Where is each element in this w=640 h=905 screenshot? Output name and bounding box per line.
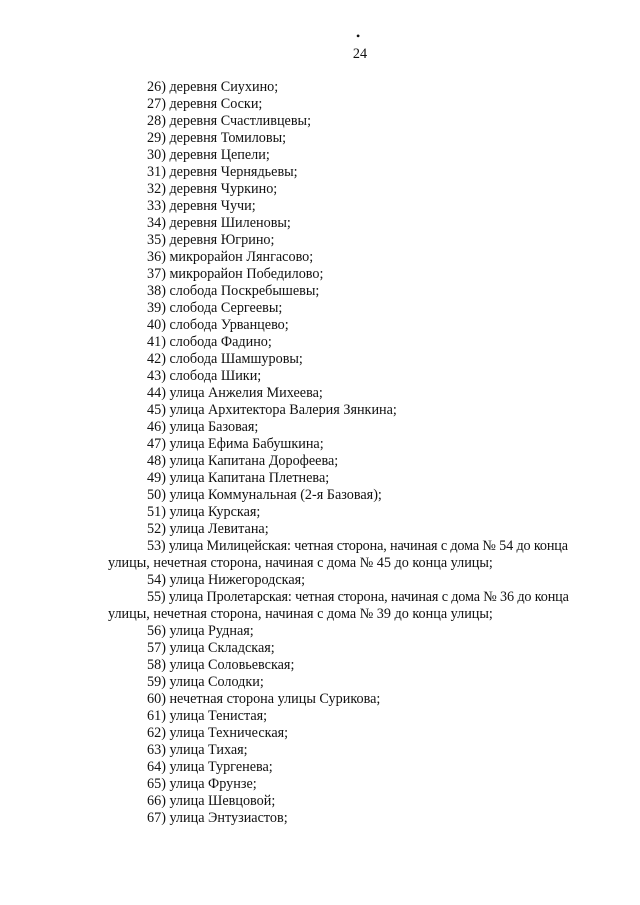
list-line: 26) деревня Сиухино; <box>147 79 279 95</box>
list-line: улицы, нечетная сторона, начиная с дома № 45 до конца улицы; <box>108 555 493 571</box>
list-line: 37) микрорайон Победилово; <box>147 266 324 282</box>
list-line: 36) микрорайон Лянгасово; <box>147 249 314 265</box>
list-line: 52) улица Левитана; <box>147 521 269 537</box>
list-line: 29) деревня Томиловы; <box>147 130 287 146</box>
list-line: 38) слобода Поскребышевы; <box>147 283 320 299</box>
list-line: 64) улица Тургенева; <box>147 759 273 775</box>
list-line: 40) слобода Урванцево; <box>147 317 289 333</box>
list-line: 46) улица Базовая; <box>147 419 259 435</box>
list-line: 28) деревня Счастливцевы; <box>147 113 312 129</box>
list-line: 57) улица Складская; <box>147 640 275 656</box>
list-line: 48) улица Капитана Дорофеева; <box>147 453 339 469</box>
list-line: 41) слобода Фадино; <box>147 334 272 350</box>
list-line: 31) деревня Чернядьевы; <box>147 164 298 180</box>
page-number: 24 <box>352 46 368 62</box>
list-line: 55) улица Пролетарская: четная сторона, начиная с дома № 36 до конца <box>147 589 569 605</box>
mark-dot: • <box>356 29 361 43</box>
list-line: 65) улица Фрунзе; <box>147 776 257 792</box>
list-line: 58) улица Соловьевская; <box>147 657 295 673</box>
list-line: 35) деревня Югрино; <box>147 232 275 248</box>
list-line: 61) улица Тенистая; <box>147 708 268 724</box>
list-line: 30) деревня Цепели; <box>147 147 270 163</box>
list-line: 53) улица Милицейская: четная сторона, начиная с дома № 54 до конца <box>147 538 568 554</box>
list-line: 47) улица Ефима Бабушкина; <box>147 436 324 452</box>
list-line: 67) улица Энтузиастов; <box>147 810 288 826</box>
list-line: 33) деревня Чучи; <box>147 198 256 214</box>
list-line: 62) улица Техническая; <box>147 725 289 741</box>
list-line: 59) улица Солодки; <box>147 674 264 690</box>
list-line: 50) улица Коммунальная (2-я Базовая); <box>147 487 382 503</box>
list-line: 66) улица Шевцовой; <box>147 793 276 809</box>
list-line: 63) улица Тихая; <box>147 742 248 758</box>
list-line: 49) улица Капитана Плетнева; <box>147 470 330 486</box>
address-list <box>108 79 628 827</box>
list-line: 43) слобода Шики; <box>147 368 262 384</box>
list-line: 32) деревня Чуркино; <box>147 181 278 197</box>
list-line: 42) слобода Шамшуровы; <box>147 351 303 367</box>
list-line: 39) слобода Сергеевы; <box>147 300 283 316</box>
list-line: улицы, нечетная сторона, начиная с дома № 39 до конца улицы; <box>108 606 493 622</box>
list-line: 54) улица Нижегородская; <box>147 572 306 588</box>
list-line: 27) деревня Соски; <box>147 96 263 112</box>
list-line: 56) улица Рудная; <box>147 623 254 639</box>
list-line: 44) улица Анжелия Михеева; <box>147 385 323 401</box>
list-line: 60) нечетная сторона улицы Сурикова; <box>147 691 381 707</box>
list-line: 34) деревня Шиленовы; <box>147 215 291 231</box>
list-line: 51) улица Курская; <box>147 504 261 520</box>
list-line: 45) улица Архитектора Валерия Зянкина; <box>147 402 397 418</box>
